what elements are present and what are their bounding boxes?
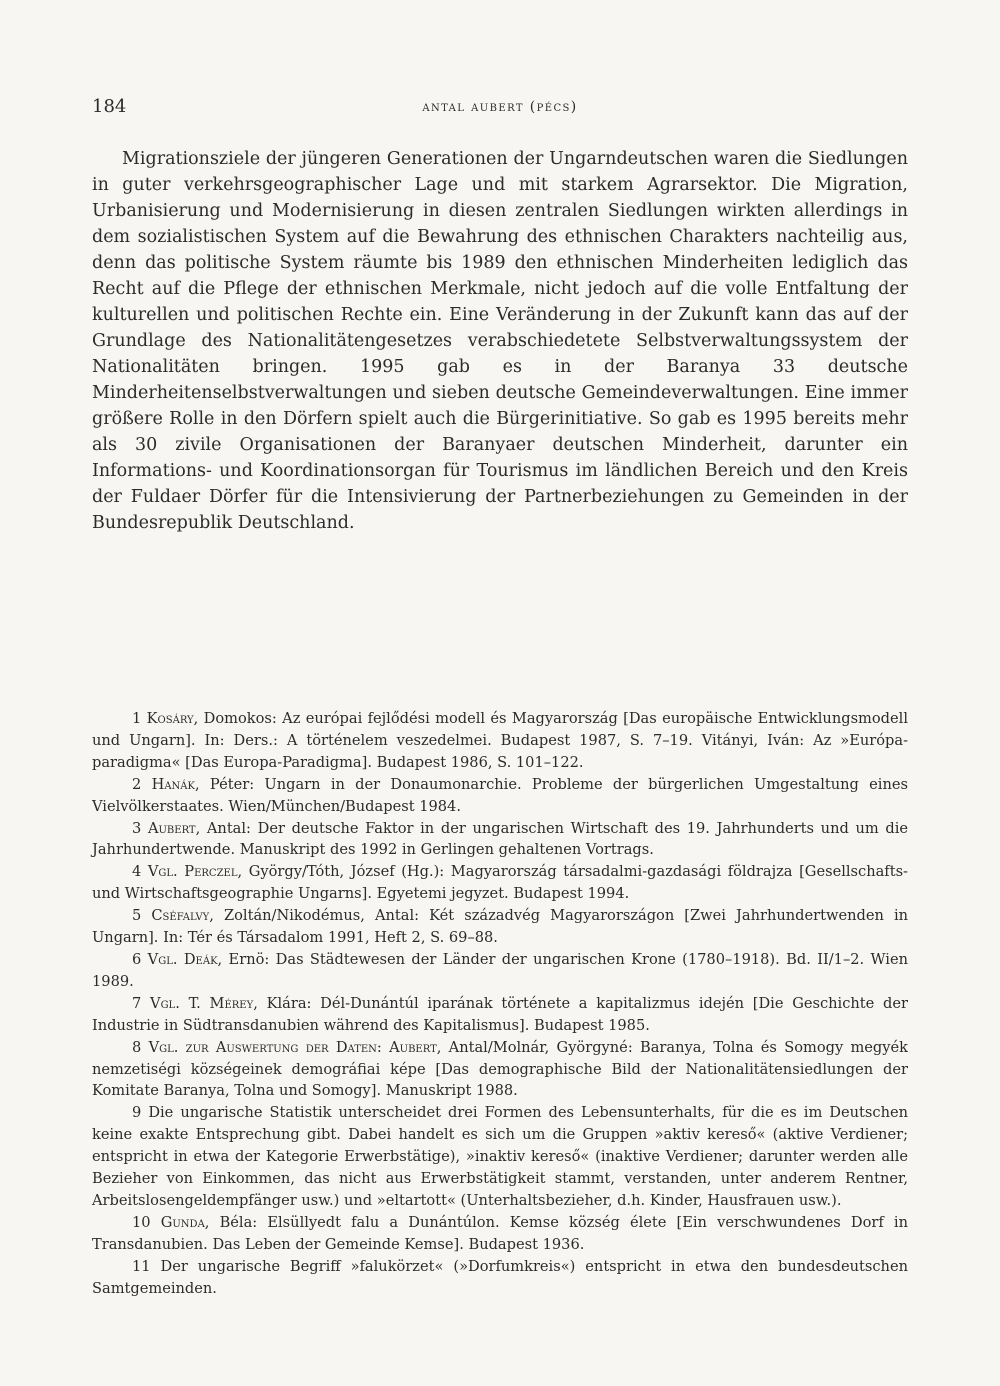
footnote-7: [92, 993, 908, 1037]
footnote-author: Vgl. Deák: [147, 950, 218, 968]
footnote-11: [92, 1256, 908, 1300]
footnote-number: 2: [132, 775, 142, 793]
footnote-text: Die ungarische Statistik unterscheidet drei Formen des Lebensunterhalts, für die es im Deutschen keine exakte Entsprechung gibt. Dabei handelt es sich um die Gruppen »aktiv kereső« (aktive Verdiener; entspricht in etwa der Kategorie Erwerbstätige), »inaktiv kereső« (inaktive Verdiener; darunter werden alle Bezieher von Einkommen, das nicht aus Erwerbstätigkeit stammt, verstanden, unter anderem Rentner, Arbeitslosengeldempfänger usw.) und »eltartott« (Unterhaltsbezieher, d.h. Kinder, Hausfrauen usw.).: [92, 1104, 909, 1209]
footnote-number: 5: [132, 907, 142, 925]
page-header: [92, 93, 908, 121]
footnote-author: Vgl. zur Auswertung der Daten: Aubert: [148, 1038, 437, 1056]
footnote-author: Aubert: [147, 819, 196, 837]
footnote-1: [92, 708, 908, 774]
footnote-2: [92, 774, 908, 818]
running-head: antal aubert (pécs): [422, 99, 578, 115]
footnote-number: 1: [132, 710, 142, 727]
footnote-author: Kosáry: [146, 710, 194, 727]
footnote-text: , György/Tóth, József (Hg.): Magyarország társadalmi-gazdasági földrajza [Gesellschafts- und Wirtschaftsgeographie Ungarns]. Egyetemi jegyzet. Budapest 1994.: [92, 863, 908, 903]
footnote-number: 9: [132, 1104, 142, 1122]
footnote-9: [92, 1102, 908, 1212]
footnote-8: [92, 1037, 908, 1103]
footnote-number: 3: [132, 819, 142, 837]
footnote-author: Vgl. Perczel: [147, 863, 238, 881]
footnotes: [92, 708, 908, 1299]
page-number: 184: [92, 96, 127, 117]
footnote-number: 8: [132, 1038, 142, 1056]
footnote-text: , Antal/Molnár, Györgyné: Baranya, Tolna és Somogy megyék nemzetiségi községeinek demográfiai képe [Das demographische Bild der Nationalitätensiedlungen der Komitate Baranya, Tolna und Somogy]. Manuskript 1988.: [92, 1038, 909, 1100]
footnote-4: [92, 861, 908, 905]
footnote-author: Vgl. T. Mérey: [150, 994, 254, 1012]
footnote-author: Gunda: [160, 1213, 205, 1231]
footnote-text: , Ernö: Das Städtewesen der Länder der ungarischen Krone (1780–1918). Bd. II/1–2. Wien 1989.: [92, 950, 908, 990]
footnote-6: [92, 949, 908, 993]
footnote-text: Der ungarische Begriff »falukörzet« (»Dorfumkreis«) entspricht in etwa den bundesdeutschen Samtgemeinden.: [92, 1257, 908, 1297]
footnote-text: , Péter: Ungarn in der Donaumonarchie. Probleme der bürgerlichen Umgestaltung eines Vielvölkerstaates. Wien/München/Budapest 1984.: [92, 775, 908, 815]
footnote-number: 6: [132, 950, 142, 968]
footnote-3: [92, 818, 908, 862]
footnote-text: , Béla: Elsüllyedt falu a Dunántúlon. Kemse község élete [Ein verschwundenes Dorf in Transdanubien. Das Leben der Gemeinde Kemse]. Budapest 1936.: [92, 1213, 908, 1253]
footnote-number: 11: [132, 1257, 151, 1275]
footnote-5: [92, 905, 908, 949]
footnote-text: , Klára: Dél-Dunántúl iparának története a kapitalizmus idején [Die Geschichte der Industrie in Südtransdanubien während des Kapitalismus]. Budapest 1985.: [92, 994, 908, 1034]
footnote-10: [92, 1212, 908, 1256]
footnote-author: Cséfalvy: [151, 907, 210, 925]
footnote-number: 4: [132, 863, 142, 881]
footnote-text: , Domokos: Az európai fejlődési modell és Magyarország [Das europäische Entwicklungsmodell und Ungarn]. In: Ders.: A történelem veszedelmei. Budapest 1987, S. 7–19. Vitányi, Iván: Az »Európa-paradigma« [Das Europa-Paradigma]. Budapest 1986, S. 101–122.: [92, 710, 908, 771]
footnote-text: , Antal: Der deutsche Faktor in der ungarischen Wirtschaft des 19. Jahrhunderts und um die Jahrhundertwende. Manuskript des 1992 in Gerlingen gehaltenen Vortrags.: [92, 819, 908, 859]
footnote-text: , Zoltán/Nikodémus, Antal: Két századvég Magyarországon [Zwei Jahrhundertwenden in Ungarn]. In: Tér és Társadalom 1991, Heft 2, S. 69–88.: [92, 907, 909, 947]
footnote-number: 7: [132, 994, 142, 1012]
body-paragraph: Migrationsziele der jüngeren Generationen der Ungarndeutschen waren die Siedlungen in guter verkehrsgeographischer Lage und mit starkem Agrarsektor. Die Migration, Urbanisierung und Modernisierung in diesen zentralen Siedlungen wirkten allerdings in dem sozialistischen System auf die Bewahrung des ethnischen Charakters nachteilig aus, denn das politische System räumte bis 1989 den ethnischen Minderheiten lediglich das Recht auf die Pflege der ethnischen Merkmale, nicht jedoch auf die volle Entfaltung der kulturellen und politischen Rechte ein. Eine Veränderung in der Zukunft kann das auf der Grundlage des Nationalitätengesetzes verabschiedetete Selbstverwaltungssystem der Nationalitäten bringen. 1995 gab es in der Baranya 33 deutsche Minderheitenselbstverwaltungen und sieben deutsche Gemeindeverwaltungen. Eine immer größere Rolle in den Dörfern spielt auch die Bürgerinitiative. So gab es 1995 bereits mehr als 30 zivile Organisationen der Baranyaer deutschen Minderheit, darunter ein Informations- und Koordinationsorgan für Tourismus im ländlichen Bereich und den Kreis der Fuldaer Dörfer für die Intensivierung der Partnerbeziehungen zu Gemeinden in der Bundesrepublik Deutschland.: [92, 149, 908, 533]
footnote-author: Hanák: [151, 775, 195, 793]
footnote-number: 10: [132, 1213, 151, 1231]
